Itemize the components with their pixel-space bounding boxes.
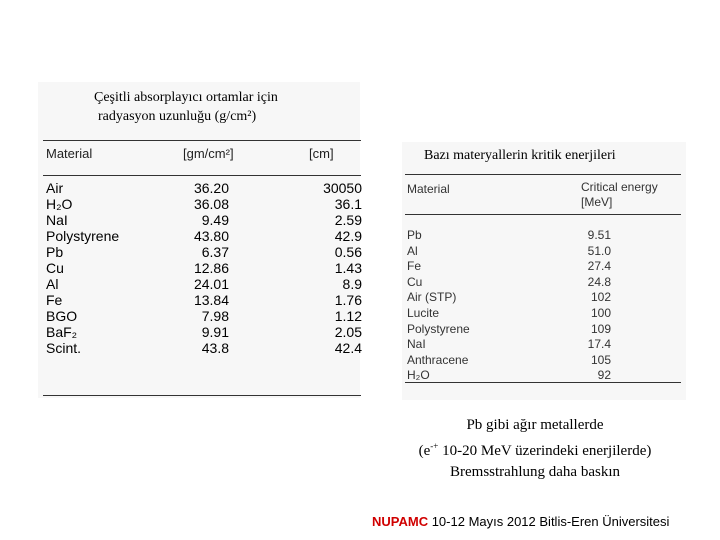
cell-cm: 1.76 xyxy=(334,292,362,308)
table-row xyxy=(405,322,685,338)
table-row xyxy=(43,244,361,260)
table-row xyxy=(43,260,361,276)
cell-material: Polystyrene xyxy=(407,321,470,336)
cell-cm: 42.4 xyxy=(334,340,362,356)
table-top-rule xyxy=(405,174,681,175)
cell-cm: 1.12 xyxy=(334,308,362,324)
table-row xyxy=(405,244,685,260)
header-energy-line2: [MeV] xyxy=(581,195,613,209)
note-line2-prefix: (e xyxy=(418,443,431,459)
note-line2-sup: -+ xyxy=(430,441,439,451)
cell-material: Lucite xyxy=(407,305,440,320)
cell-critical-energy: 109 xyxy=(590,321,611,336)
cell-material: Polystyrene xyxy=(46,228,120,244)
header-critical-energy xyxy=(581,180,658,210)
left-table-caption xyxy=(94,88,344,126)
cell-gm-cm2: 43.8 xyxy=(201,340,229,356)
cell-gm-cm2: 13.84 xyxy=(193,292,229,308)
table-bottom-rule xyxy=(43,395,361,396)
cell-critical-energy: 17.4 xyxy=(587,337,611,352)
cell-cm: 1.43 xyxy=(334,260,362,276)
cell-gm-cm2: 36.08 xyxy=(193,196,229,212)
cell-material: Fe xyxy=(407,259,422,274)
table-row xyxy=(43,324,361,340)
cell-gm-cm2: 36.20 xyxy=(193,180,229,196)
cell-cm: 30050 xyxy=(323,180,362,196)
footer xyxy=(372,514,669,529)
table-header-rule xyxy=(405,214,681,215)
cell-gm-cm2: 9.49 xyxy=(201,212,229,228)
footer-brand: NUPAMC xyxy=(372,514,429,529)
cell-gm-cm2: 24.01 xyxy=(193,276,229,292)
cell-cm: 8.9 xyxy=(342,276,362,292)
table-row xyxy=(43,212,361,228)
cell-material: H₂O xyxy=(46,196,73,212)
table-row xyxy=(43,196,361,212)
cell-material: Anthracene xyxy=(407,352,469,367)
table-row xyxy=(405,275,685,291)
cell-cm: 42.9 xyxy=(334,228,362,244)
cell-critical-energy: 100 xyxy=(590,305,611,320)
cell-material: Air (STP) xyxy=(407,290,457,305)
cell-critical-energy: 9.51 xyxy=(587,228,611,242)
table-row xyxy=(405,259,685,275)
cell-material: Pb xyxy=(407,228,422,242)
note-line2-rest: 10-20 MeV üzerindeki enerjilerde) xyxy=(438,443,652,459)
cell-material: Al xyxy=(46,276,59,292)
table-row xyxy=(405,290,685,306)
table-header-rule xyxy=(43,175,361,176)
note-line3: Bremsstrahlung daha baskın xyxy=(450,464,620,480)
table-row xyxy=(43,340,361,356)
cell-material: Scint. xyxy=(46,340,82,356)
header-energy-line1: Critical energy xyxy=(581,180,658,194)
left-table-body xyxy=(43,180,361,356)
cell-cm: 2.05 xyxy=(334,324,362,340)
table-row xyxy=(43,180,361,196)
cell-critical-energy: 92 xyxy=(597,368,611,383)
table-row xyxy=(43,292,361,308)
cell-material: BGO xyxy=(46,308,78,324)
left-caption-line1: Çeşitli absorplayıcı ortamlar için xyxy=(94,90,278,105)
table-row xyxy=(43,228,361,244)
header-material: Material xyxy=(46,146,93,161)
footer-text: 10-12 Mayıs 2012 Bitlis-Eren Üniversitesi xyxy=(428,514,670,529)
cell-material: Cu xyxy=(407,274,423,289)
left-caption-line2: radyasyon uzunluğu (g/cm²) xyxy=(98,109,257,124)
table-bottom-rule xyxy=(405,382,681,383)
table-row xyxy=(43,276,361,292)
cell-material: Air xyxy=(46,180,64,196)
cell-gm-cm2: 6.37 xyxy=(201,244,229,260)
header-cm: [cm] xyxy=(309,146,334,161)
cell-critical-energy: 51.0 xyxy=(587,243,611,258)
cell-material: Cu xyxy=(46,260,64,276)
table-row xyxy=(405,353,685,369)
cell-cm: 2.59 xyxy=(334,212,362,228)
right-table-caption: Bazı materyallerin kritik enerjileri xyxy=(424,148,616,163)
table-top-rule xyxy=(43,140,361,141)
note-line1: Pb gibi ağır metallerde xyxy=(466,417,604,433)
cell-gm-cm2: 7.98 xyxy=(201,308,229,324)
cell-gm-cm2: 43.80 xyxy=(193,228,229,244)
table-row xyxy=(43,308,361,324)
cell-gm-cm2: 12.86 xyxy=(193,260,229,276)
bremsstrahlung-note xyxy=(380,415,690,483)
cell-material: Fe xyxy=(46,292,63,308)
cell-material: Pb xyxy=(46,244,64,260)
note-line2 xyxy=(380,436,690,462)
cell-material: BaF₂ xyxy=(46,324,78,340)
table-row xyxy=(405,228,685,244)
table-row xyxy=(405,337,685,353)
header-gm-cm2: [gm/cm²] xyxy=(183,146,234,161)
cell-material: H₂O xyxy=(407,368,430,383)
cell-material: NaI xyxy=(46,212,68,228)
cell-critical-energy: 27.4 xyxy=(587,259,611,274)
cell-critical-energy: 24.8 xyxy=(587,274,611,289)
header-material: Material xyxy=(407,182,450,196)
cell-material: NaI xyxy=(407,337,426,352)
cell-cm: 36.1 xyxy=(334,196,362,212)
cell-material: Al xyxy=(407,243,418,258)
right-table-body xyxy=(405,228,685,384)
cell-critical-energy: 105 xyxy=(590,352,611,367)
cell-gm-cm2: 9.91 xyxy=(201,324,229,340)
table-row xyxy=(405,306,685,322)
cell-cm: 0.56 xyxy=(334,244,362,260)
cell-critical-energy: 102 xyxy=(590,290,611,305)
